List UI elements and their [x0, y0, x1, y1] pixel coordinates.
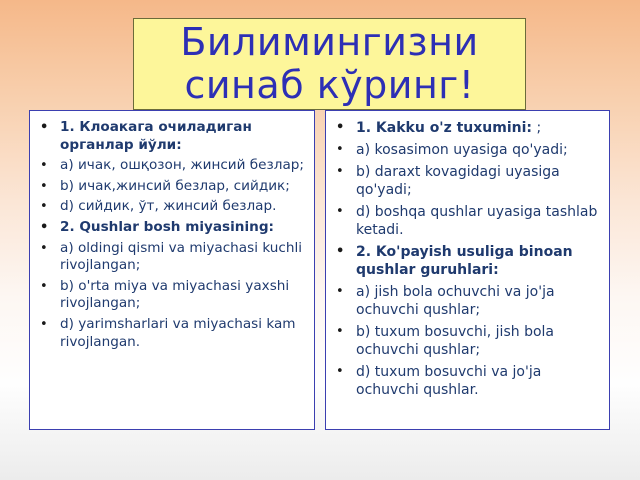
right-q2-heading: • 2. Ko'payish usuliga binoan qushlar guruhlari: [336, 244, 573, 278]
bullet-icon: • [336, 204, 344, 219]
right-q1-option-d: • d) boshqa qushlar uyasiga tashlab ketadi. [336, 204, 598, 238]
left-q2-option-d: • d) yarimsharlari va miyachasi kam rivojlangan. [40, 315, 296, 350]
right-q2-option-a: • a) jish bola ochuvchi va jo'ja ochuvchi qushlar; [336, 284, 555, 318]
bullet-icon: • [336, 142, 344, 157]
bullet-icon: • [336, 364, 344, 379]
title-box [133, 18, 526, 110]
right-q2-option-d: • d) tuxum bosuvchi va jo'ja ochuvchi qushlar. [336, 364, 542, 398]
bullet-icon: • [336, 164, 344, 179]
left-q2-option-b: • b) o'rta miya va miyachasi yaxshi rivojlangan; [40, 277, 290, 312]
right-q2-option-b: • b) tuxum bosuvchi, jish bola ochuvchi qushlar; [336, 324, 554, 358]
bullet-icon: • [40, 278, 48, 294]
right-q1-option-b: • b) daraxt kovagidagi uyasiga qo'yadi; [336, 164, 560, 198]
right-question-list [334, 119, 601, 399]
bullet-icon: • [40, 316, 48, 332]
left-q1-option-d: • d) сийдик, ўт, жинсий безлар. [40, 198, 277, 215]
bullet-icon: • [336, 324, 344, 339]
left-q2-heading: • 2. Qushlar bosh miyasining: [40, 218, 274, 235]
bullet-icon: • [40, 178, 48, 194]
left-q1-option-b: • b) ичак,жинсий безлар, сийдик; [40, 177, 290, 194]
slide-title [180, 21, 478, 107]
right-question-panel [325, 110, 610, 430]
right-q1-option-a: • a) kosasimon uyasiga qo'yadi; [336, 142, 568, 158]
left-q1-option-a: • a) ичак, ошқозон, жинсий безлар; [40, 157, 304, 174]
title-line-1: Билимингизни [180, 20, 479, 64]
bullet-icon: • [40, 240, 48, 256]
left-question-panel [29, 110, 315, 430]
bullet-icon: • [40, 158, 48, 174]
bullet-icon: • [336, 244, 345, 259]
bullet-icon: • [40, 199, 48, 215]
left-question-list [38, 119, 306, 351]
bullet-icon: • [40, 219, 49, 235]
right-q1-heading: • 1. Kakku o'z tuxumini: ; [336, 120, 542, 136]
bullet-icon: • [336, 120, 345, 135]
left-q1-heading: • 1. Клоакага очиладиган органлар йўли: [40, 119, 252, 153]
bullet-icon: • [336, 284, 344, 299]
bullet-icon: • [40, 120, 49, 135]
left-q2-option-a: • a) oldingi qismi va miyachasi kuchli rivojlangan; [40, 239, 303, 274]
title-line-2: синаб кўринг! [184, 63, 475, 107]
